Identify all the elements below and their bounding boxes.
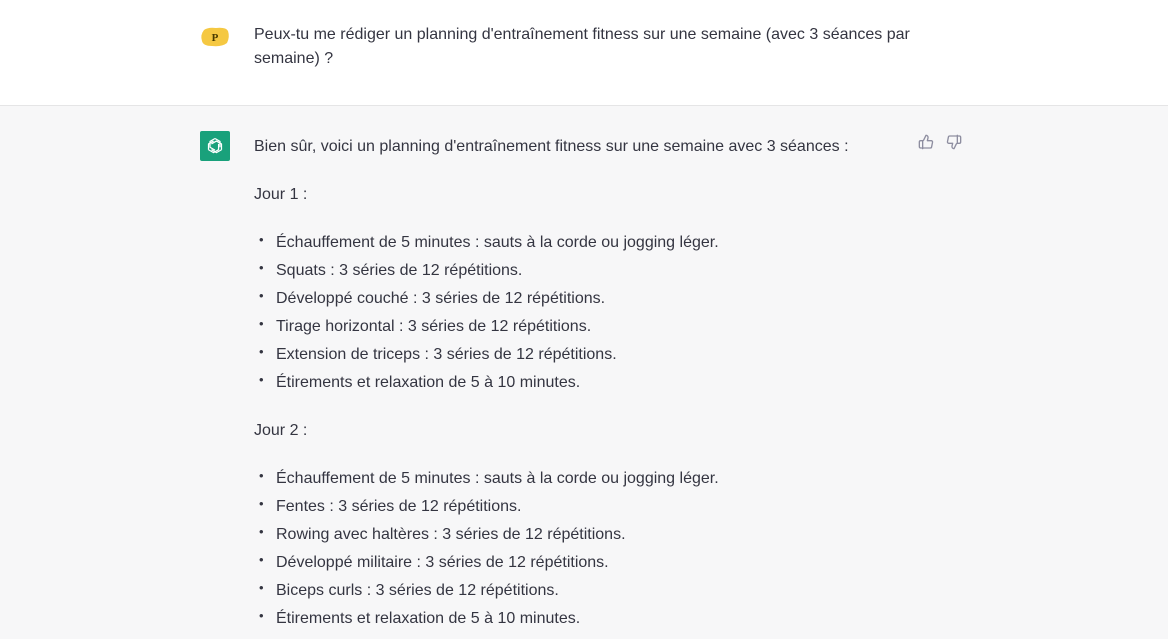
list-item: • Biceps curls : 3 séries de 12 répétitions. <box>254 577 914 605</box>
assistant-message-row <box>0 106 1168 639</box>
list-item: • Tirage horizontal : 3 séries de 12 répétitions. <box>254 313 914 341</box>
user-avatar <box>200 24 230 50</box>
list-item: • Échauffement de 5 minutes : sauts à la corde ou jogging léger. <box>254 229 914 257</box>
day-title: Jour 2 : <box>254 422 308 439</box>
day-exercise-list <box>254 465 914 633</box>
list-item: • Étirements et relaxation de 5 à 10 minutes. <box>254 605 914 633</box>
list-item: • Développé couché : 3 séries de 12 répétitions. <box>254 285 914 313</box>
chatgpt-logo-icon <box>200 131 230 161</box>
user-message-row <box>0 0 1168 106</box>
user-message-text: Peux-tu me rédiger un planning d'entraînement fitness sur une semaine (avec 3 séances par semaine) ? <box>254 26 910 67</box>
list-item: • Étirements et relaxation de 5 à 10 minutes. <box>254 369 914 397</box>
thumbs-up-icon[interactable] <box>918 134 934 150</box>
feedback-buttons <box>918 134 962 150</box>
assistant-message-content <box>254 133 914 639</box>
list-item: • Rowing avec haltères : 3 séries de 12 répétitions. <box>254 521 914 549</box>
list-item: • Extension de triceps : 3 séries de 12 répétitions. <box>254 341 914 369</box>
list-item: • Squats : 3 séries de 12 répétitions. <box>254 257 914 285</box>
assistant-intro: Bien sûr, voici un planning d'entraînement fitness sur une semaine avec 3 séances : <box>254 138 849 155</box>
day-exercise-list <box>254 229 914 397</box>
user-avatar-letter: P <box>211 32 219 44</box>
day-title: Jour 1 : <box>254 186 308 203</box>
thumbs-down-icon[interactable] <box>946 134 962 150</box>
list-item: • Échauffement de 5 minutes : sauts à la corde ou jogging léger. <box>254 465 914 493</box>
list-item: • Fentes : 3 séries de 12 répétitions. <box>254 493 914 521</box>
list-item: • Développé militaire : 3 séries de 12 répétitions. <box>254 549 914 577</box>
